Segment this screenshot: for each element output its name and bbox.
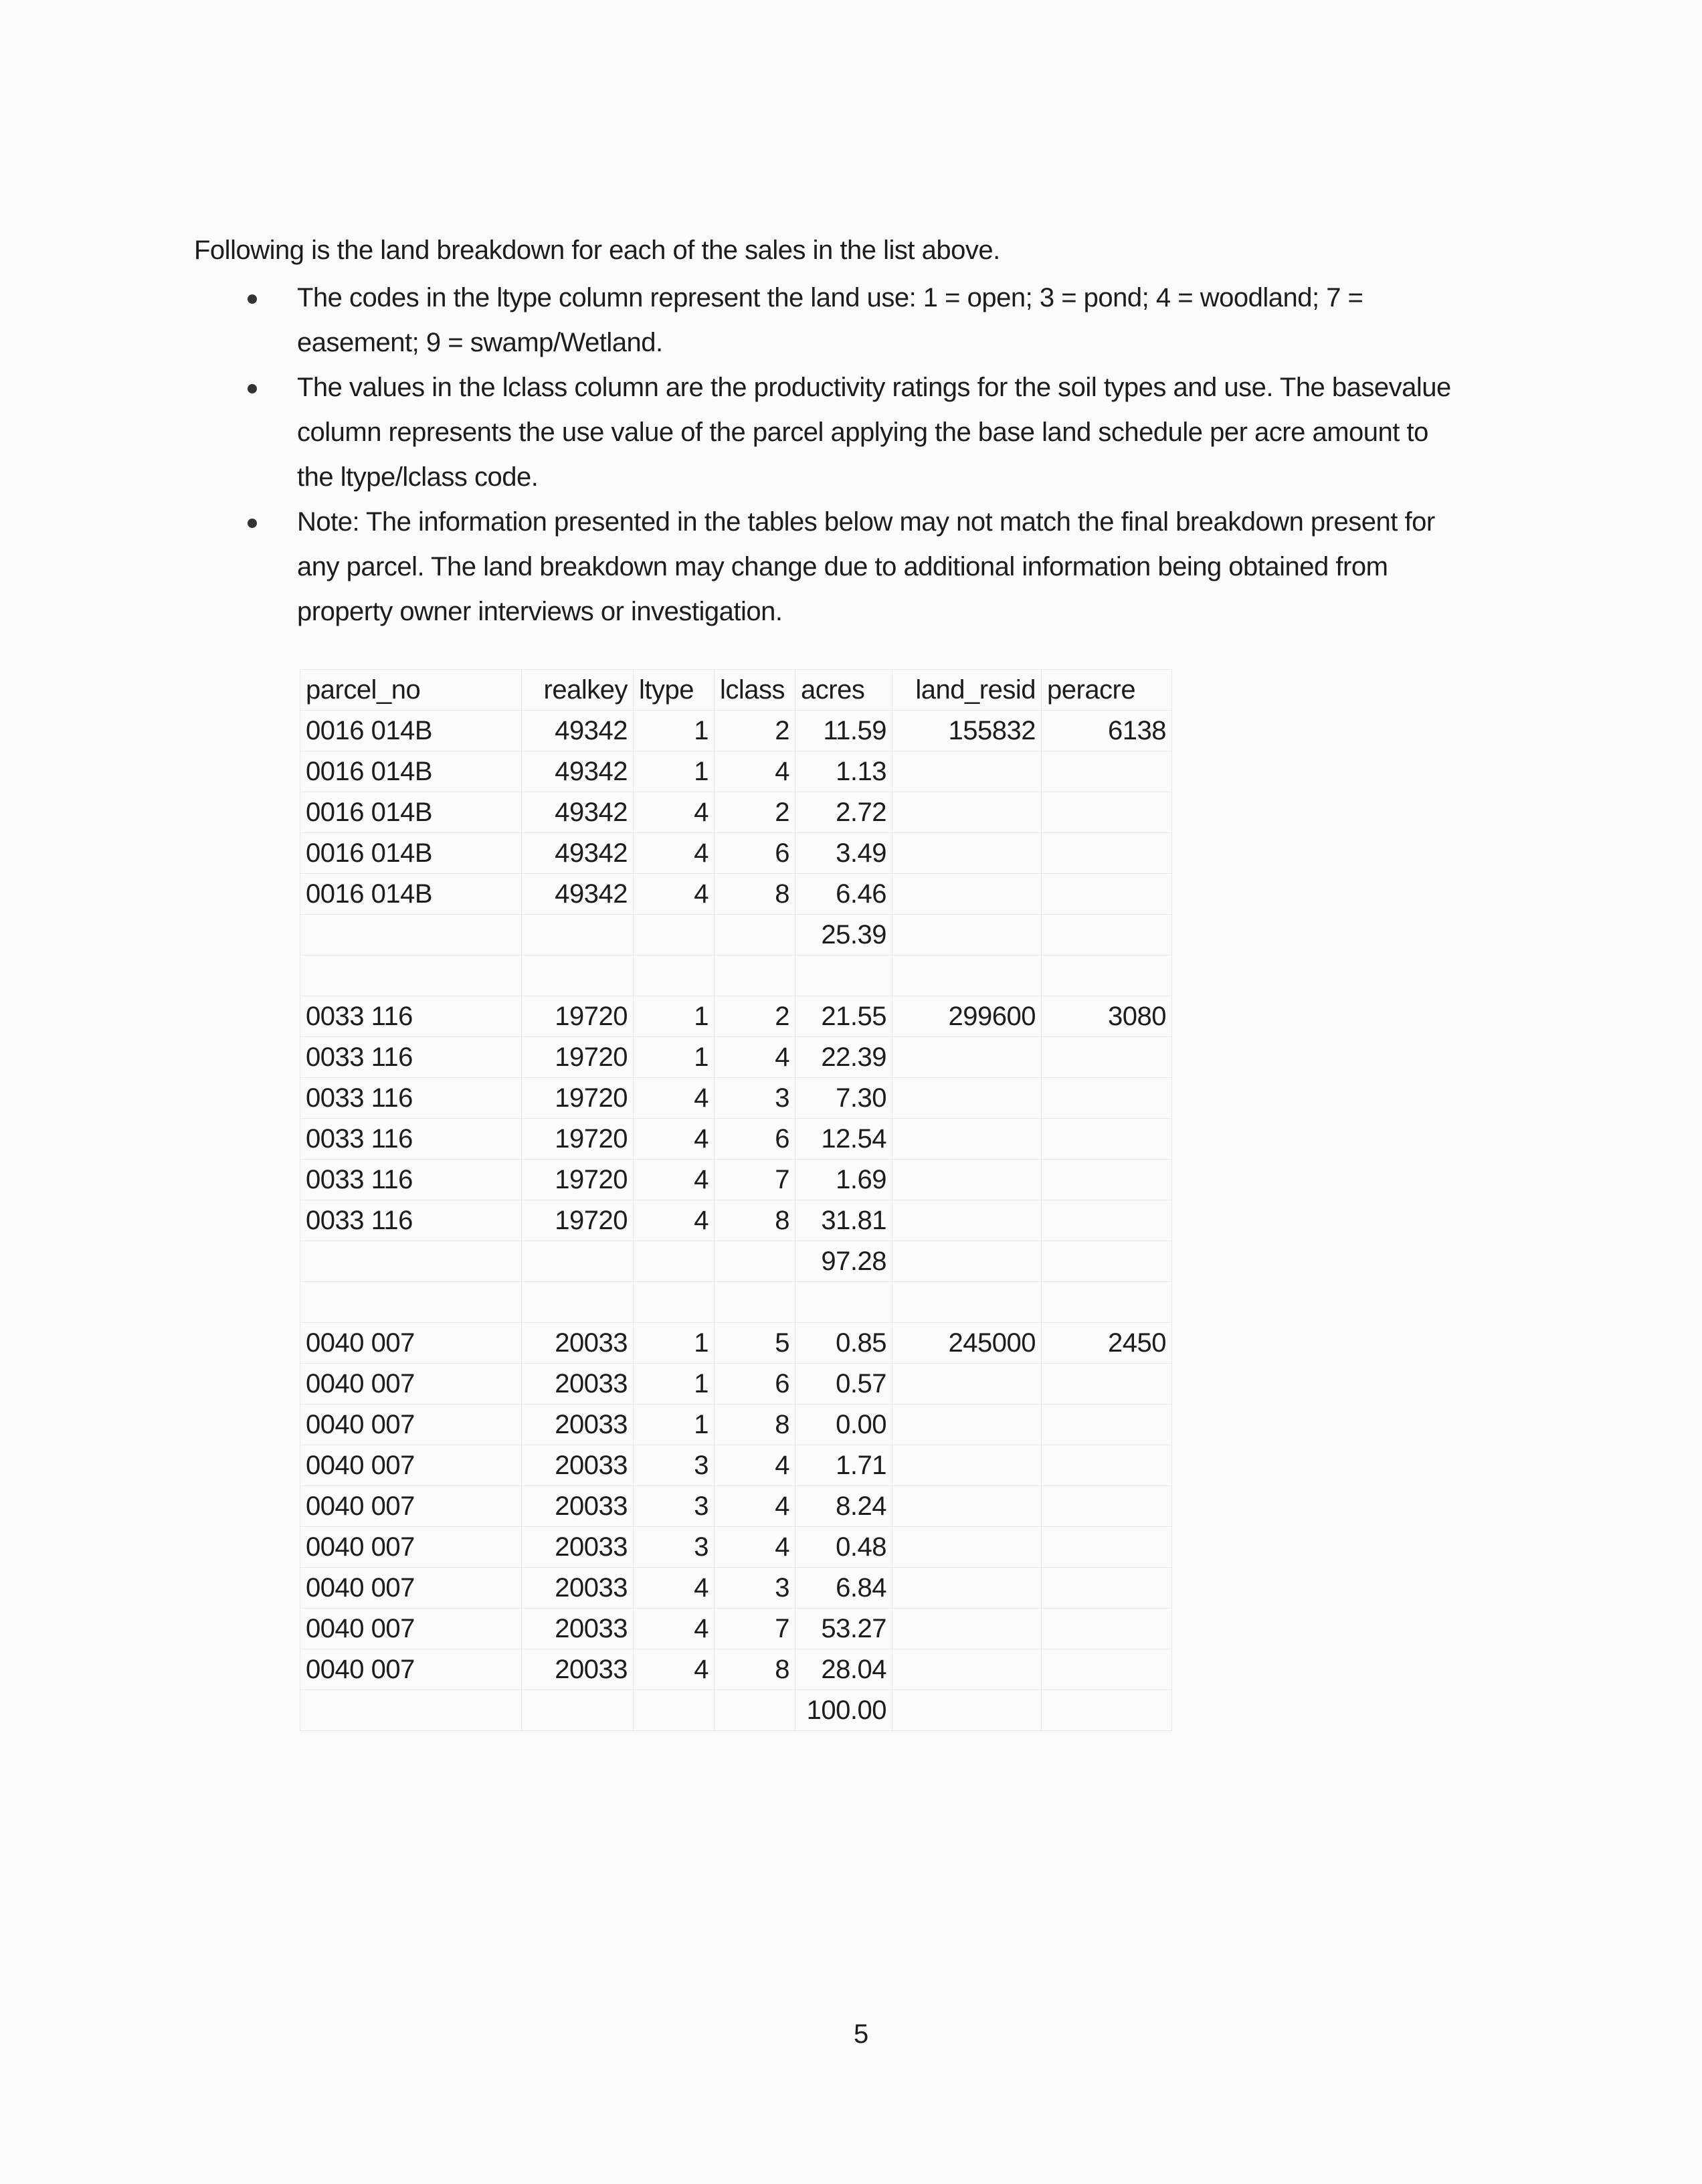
cell-realkey: 20033 (522, 1323, 634, 1364)
cell-peracre (1042, 1200, 1172, 1241)
cell-realkey: 49342 (522, 792, 634, 833)
table-row (300, 1037, 1172, 1078)
cell-land-resid (892, 1649, 1042, 1690)
cell-acres: 11.59 (795, 711, 892, 751)
cell-lclass (715, 955, 795, 996)
cell-lclass (715, 1690, 795, 1731)
cell-acres: 53.27 (795, 1609, 892, 1649)
cell-realkey: 20033 (522, 1404, 634, 1445)
cell-parcel-no: 0033 116 (300, 996, 522, 1037)
table-row (300, 1445, 1172, 1486)
cell-peracre (1042, 1282, 1172, 1323)
bullet-icon (248, 519, 257, 528)
cell-realkey: 49342 (522, 711, 634, 751)
cell-land-resid (892, 1282, 1042, 1323)
cell-peracre (1042, 1649, 1172, 1690)
cell-acres: 0.48 (795, 1527, 892, 1568)
cell-peracre (1042, 1119, 1172, 1160)
cell-land-resid (892, 1078, 1042, 1119)
cell-lclass: 4 (715, 1527, 795, 1568)
cell-acres: 12.54 (795, 1119, 892, 1160)
cell-lclass: 6 (715, 833, 795, 874)
table-row (300, 751, 1172, 792)
cell-land-resid (892, 1486, 1042, 1527)
table-row (300, 1649, 1172, 1690)
cell-lclass: 8 (715, 1649, 795, 1690)
cell-peracre (1042, 1445, 1172, 1486)
table-row (300, 1200, 1172, 1241)
cell-lclass: 4 (715, 751, 795, 792)
cell-realkey: 20033 (522, 1609, 634, 1649)
cell-peracre (1042, 1078, 1172, 1119)
cell-parcel-no: 0040 007 (300, 1486, 522, 1527)
notes-list (194, 276, 1465, 634)
page-number: 5 (854, 2019, 869, 2049)
cell-parcel-no (300, 955, 522, 996)
cell-land-resid (892, 1690, 1042, 1731)
cell-land-resid: 245000 (892, 1323, 1042, 1364)
cell-realkey: 20033 (522, 1445, 634, 1486)
cell-realkey (522, 955, 634, 996)
cell-parcel-no: 0016 014B (300, 792, 522, 833)
cell-realkey (522, 1241, 634, 1282)
cell-peracre (1042, 1037, 1172, 1078)
cell-ltype: 3 (634, 1445, 715, 1486)
cell-ltype: 1 (634, 751, 715, 792)
note-text: The codes in the ltype column represent the land use: 1 = open; 3 = pond; 4 = woodland; 7 = easement; 9 = swamp/Wetland. (297, 283, 1363, 357)
cell-parcel-no: 0016 014B (300, 833, 522, 874)
cell-realkey: 20033 (522, 1527, 634, 1568)
cell-lclass (715, 1282, 795, 1323)
cell-ltype: 4 (634, 1200, 715, 1241)
table-row (300, 792, 1172, 833)
cell-parcel-no: 0040 007 (300, 1404, 522, 1445)
cell-lclass: 3 (715, 1078, 795, 1119)
cell-realkey: 19720 (522, 996, 634, 1037)
cell-parcel-no: 0040 007 (300, 1445, 522, 1486)
cell-acres: 7.30 (795, 1078, 892, 1119)
cell-ltype: 4 (634, 1078, 715, 1119)
table-row (300, 1119, 1172, 1160)
cell-land-resid (892, 1200, 1042, 1241)
cell-peracre (1042, 751, 1172, 792)
cell-land-resid (892, 915, 1042, 955)
cell-acres: 28.04 (795, 1649, 892, 1690)
cell-acres: 21.55 (795, 996, 892, 1037)
cell-parcel-no (300, 1241, 522, 1282)
cell-acres: 1.71 (795, 1445, 892, 1486)
cell-peracre: 6138 (1042, 711, 1172, 751)
table-row (300, 1486, 1172, 1527)
cell-land-resid (892, 1241, 1042, 1282)
cell-ltype (634, 955, 715, 996)
cell-peracre (1042, 833, 1172, 874)
table-row (300, 1323, 1172, 1364)
cell-acres: 6.84 (795, 1568, 892, 1609)
cell-parcel-no: 0033 116 (300, 1078, 522, 1119)
cell-lclass (715, 915, 795, 955)
table-row (300, 1568, 1172, 1609)
cell-parcel-no: 0040 007 (300, 1364, 522, 1404)
cell-acres: 0.85 (795, 1323, 892, 1364)
header-land-resid: land_resid (892, 670, 1042, 711)
table-row (300, 1609, 1172, 1649)
table-row (300, 1160, 1172, 1200)
table-row (300, 1241, 1172, 1282)
cell-land-resid (892, 751, 1042, 792)
cell-acres: 22.39 (795, 1037, 892, 1078)
cell-acres (795, 1282, 892, 1323)
cell-lclass: 4 (715, 1445, 795, 1486)
header-acres: acres (795, 670, 892, 711)
cell-ltype (634, 1282, 715, 1323)
cell-ltype: 4 (634, 1649, 715, 1690)
cell-lclass: 7 (715, 1160, 795, 1200)
cell-realkey (522, 1282, 634, 1323)
cell-acres: 25.39 (795, 915, 892, 955)
cell-land-resid (892, 1160, 1042, 1200)
cell-land-resid (892, 792, 1042, 833)
cell-lclass: 2 (715, 792, 795, 833)
cell-acres: 0.00 (795, 1404, 892, 1445)
cell-ltype (634, 915, 715, 955)
cell-ltype: 4 (634, 1609, 715, 1649)
cell-land-resid (892, 874, 1042, 915)
bullet-icon (248, 384, 257, 393)
cell-ltype: 1 (634, 711, 715, 751)
cell-ltype: 4 (634, 833, 715, 874)
cell-ltype: 1 (634, 1323, 715, 1364)
table-header-row (300, 670, 1172, 711)
cell-acres: 8.24 (795, 1486, 892, 1527)
cell-acres: 2.72 (795, 792, 892, 833)
cell-parcel-no: 0016 014B (300, 711, 522, 751)
cell-lclass: 4 (715, 1486, 795, 1527)
cell-realkey (522, 1690, 634, 1731)
cell-realkey: 20033 (522, 1486, 634, 1527)
note-ltype-codes (194, 276, 1465, 365)
cell-land-resid (892, 1404, 1042, 1445)
cell-ltype: 1 (634, 996, 715, 1037)
cell-land-resid (892, 1445, 1042, 1486)
cell-peracre (1042, 1486, 1172, 1527)
header-parcel-no: parcel_no (300, 670, 522, 711)
header-realkey: realkey (522, 670, 634, 711)
cell-realkey: 49342 (522, 833, 634, 874)
cell-realkey: 19720 (522, 1037, 634, 1078)
cell-ltype (634, 1241, 715, 1282)
cell-lclass: 2 (715, 711, 795, 751)
cell-lclass: 7 (715, 1609, 795, 1649)
note-lclass-values (194, 365, 1465, 500)
cell-ltype: 4 (634, 1119, 715, 1160)
cell-land-resid (892, 833, 1042, 874)
cell-realkey: 19720 (522, 1200, 634, 1241)
cell-peracre (1042, 1404, 1172, 1445)
cell-lclass: 2 (715, 996, 795, 1037)
cell-parcel-no: 0016 014B (300, 751, 522, 792)
cell-parcel-no: 0040 007 (300, 1649, 522, 1690)
cell-land-resid (892, 1119, 1042, 1160)
cell-land-resid (892, 1364, 1042, 1404)
cell-parcel-no: 0040 007 (300, 1323, 522, 1364)
cell-ltype: 3 (634, 1527, 715, 1568)
cell-lclass: 8 (715, 874, 795, 915)
header-lclass: lclass (715, 670, 795, 711)
cell-peracre: 3080 (1042, 996, 1172, 1037)
cell-parcel-no: 0040 007 (300, 1568, 522, 1609)
cell-land-resid (892, 1609, 1042, 1649)
table-body (300, 711, 1172, 1731)
header-peracre: peracre (1042, 670, 1172, 711)
table-row (300, 1527, 1172, 1568)
cell-peracre (1042, 1160, 1172, 1200)
cell-realkey: 19720 (522, 1078, 634, 1119)
cell-acres: 1.13 (795, 751, 892, 792)
cell-peracre (1042, 915, 1172, 955)
intro-paragraph: Following is the land breakdown for each of the sales in the list above. (194, 236, 1000, 265)
cell-lclass (715, 1241, 795, 1282)
cell-lclass: 4 (715, 1037, 795, 1078)
table-row (300, 1404, 1172, 1445)
header-ltype: ltype (634, 670, 715, 711)
cell-peracre (1042, 1364, 1172, 1404)
cell-land-resid (892, 1527, 1042, 1568)
cell-parcel-no: 0033 116 (300, 1200, 522, 1241)
cell-realkey: 20033 (522, 1568, 634, 1609)
cell-acres (795, 955, 892, 996)
cell-acres: 3.49 (795, 833, 892, 874)
land-breakdown-table (300, 669, 1172, 1731)
cell-realkey: 20033 (522, 1649, 634, 1690)
cell-land-resid: 155832 (892, 711, 1042, 751)
cell-parcel-no (300, 1690, 522, 1731)
cell-ltype: 4 (634, 792, 715, 833)
cell-realkey (522, 915, 634, 955)
cell-realkey: 19720 (522, 1119, 634, 1160)
cell-realkey: 20033 (522, 1364, 634, 1404)
note-disclaimer (194, 500, 1465, 634)
cell-ltype: 1 (634, 1364, 715, 1404)
cell-realkey: 49342 (522, 751, 634, 792)
note-text: The values in the lclass column are the productivity ratings for the soil types and use. The basevalue column represents the use value of the parcel applying the base land schedule per acre amount to the ltype/lclass code. (297, 373, 1451, 492)
cell-ltype: 1 (634, 1037, 715, 1078)
table-row (300, 1690, 1172, 1731)
table-row (300, 915, 1172, 955)
note-text: Note: The information presented in the tables below may not match the final breakdown present for any parcel. The land breakdown may change due to additional information being obtained from property owner interviews or investigation. (297, 507, 1435, 626)
cell-peracre: 2450 (1042, 1323, 1172, 1364)
cell-acres: 0.57 (795, 1364, 892, 1404)
cell-acres: 100.00 (795, 1690, 892, 1731)
cell-peracre (1042, 1527, 1172, 1568)
cell-ltype: 4 (634, 874, 715, 915)
cell-land-resid (892, 1037, 1042, 1078)
cell-realkey: 19720 (522, 1160, 634, 1200)
cell-peracre (1042, 955, 1172, 996)
cell-peracre (1042, 792, 1172, 833)
cell-parcel-no (300, 1282, 522, 1323)
table-row (300, 1282, 1172, 1323)
cell-lclass: 6 (715, 1364, 795, 1404)
table-row (300, 1364, 1172, 1404)
table-row (300, 711, 1172, 751)
cell-parcel-no: 0016 014B (300, 874, 522, 915)
cell-parcel-no: 0040 007 (300, 1609, 522, 1649)
table-row (300, 833, 1172, 874)
bullet-icon (248, 294, 257, 304)
cell-land-resid: 299600 (892, 996, 1042, 1037)
table-row (300, 1078, 1172, 1119)
cell-ltype: 1 (634, 1404, 715, 1445)
cell-parcel-no (300, 915, 522, 955)
cell-peracre (1042, 874, 1172, 915)
cell-ltype: 4 (634, 1160, 715, 1200)
cell-lclass: 8 (715, 1200, 795, 1241)
cell-acres: 97.28 (795, 1241, 892, 1282)
cell-lclass: 3 (715, 1568, 795, 1609)
cell-peracre (1042, 1609, 1172, 1649)
cell-peracre (1042, 1690, 1172, 1731)
cell-land-resid (892, 955, 1042, 996)
cell-parcel-no: 0033 116 (300, 1037, 522, 1078)
cell-parcel-no: 0033 116 (300, 1160, 522, 1200)
cell-acres: 31.81 (795, 1200, 892, 1241)
cell-land-resid (892, 1568, 1042, 1609)
cell-realkey: 49342 (522, 874, 634, 915)
cell-lclass: 8 (715, 1404, 795, 1445)
cell-parcel-no: 0033 116 (300, 1119, 522, 1160)
cell-ltype: 4 (634, 1568, 715, 1609)
cell-lclass: 5 (715, 1323, 795, 1364)
table-row (300, 955, 1172, 996)
cell-ltype: 3 (634, 1486, 715, 1527)
cell-parcel-no: 0040 007 (300, 1527, 522, 1568)
table-row (300, 874, 1172, 915)
table-row (300, 996, 1172, 1037)
cell-acres: 6.46 (795, 874, 892, 915)
cell-peracre (1042, 1241, 1172, 1282)
cell-acres: 1.69 (795, 1160, 892, 1200)
cell-lclass: 6 (715, 1119, 795, 1160)
cell-peracre (1042, 1568, 1172, 1609)
cell-ltype (634, 1690, 715, 1731)
